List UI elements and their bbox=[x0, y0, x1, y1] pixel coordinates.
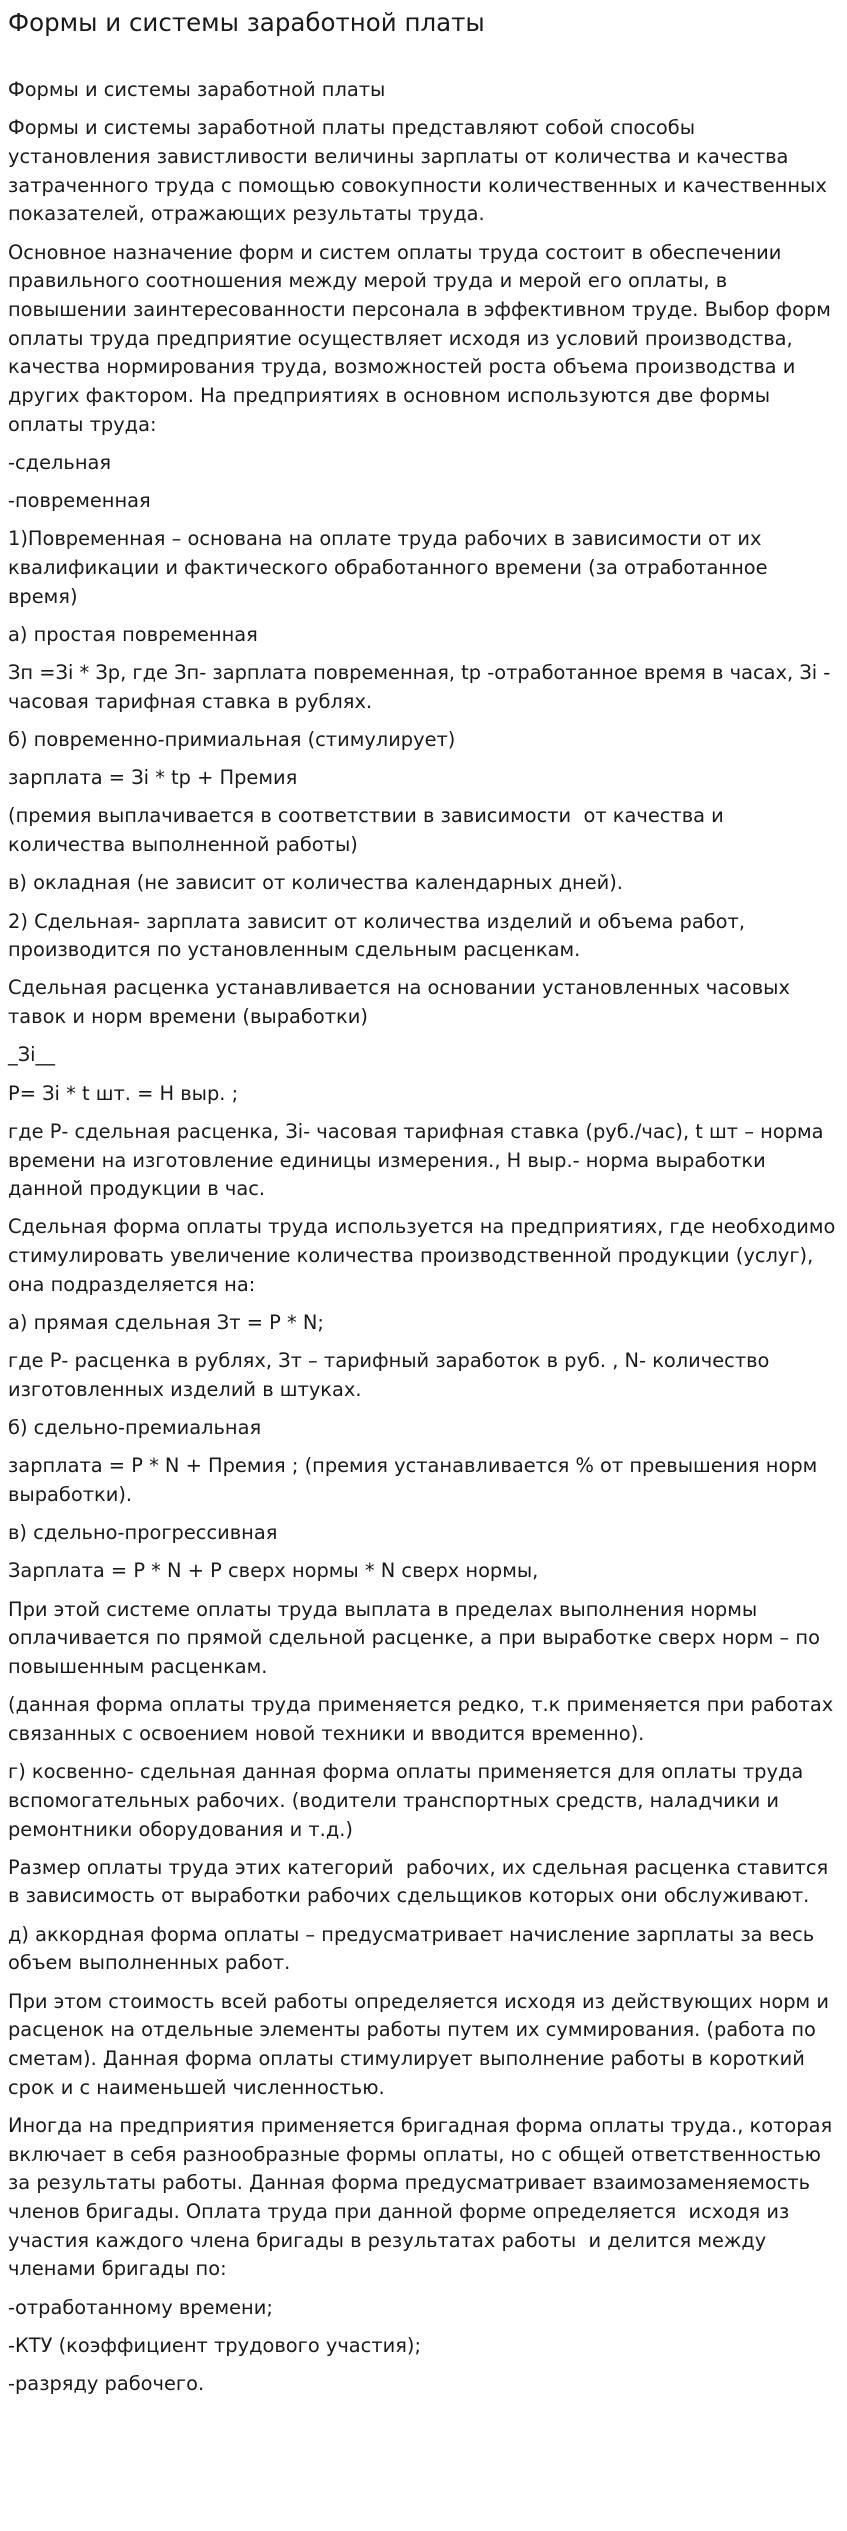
paragraph: 1)Повременная – основана на оплате труда рабочих в зависимости от их квалификации и фактического обработанного времени (за отработанное время) bbox=[8, 527, 774, 608]
paragraph: где Р- сдельная расценка, Зi- часовая тарифная ставка (руб./час), t шт – норма времени на изготовление единицы измерения., Н выр.- норма выработки данной продукции в час. bbox=[8, 1119, 830, 1201]
paragraph: Сдельная форма оплаты труда используется на предприятиях, где необходимо стимулировать увеличение количества производственной продукции (услуг), она подразделяется на: bbox=[8, 1215, 842, 1296]
paragraph: -повременная bbox=[8, 489, 151, 513]
paragraph: Р= Зi * t шт. = Н выр. ; bbox=[8, 1081, 239, 1105]
paragraph: б) сдельно-премиальная bbox=[8, 1416, 262, 1440]
article-body bbox=[8, 76, 842, 2399]
paragraph: -отработанному времени; bbox=[8, 2295, 273, 2319]
paragraph: д) аккордная форма оплаты – предусматривает начисление зарплаты за весь объем выполненных работ. bbox=[8, 1922, 821, 1975]
paragraph: Основное назначение форм и систем оплаты труда состоит в обеспечении правильного соотношения между мерой труда и мерой его оплаты, в повышении заинтересованности персонала в эффективном труде. Выбор форм оплаты труда предприятие осуществляет исходя из условий производства, качества нормирования труда, возможностей роста объема производства и других фактором. На предприятиях в основном используются две формы оплаты труда: bbox=[8, 240, 838, 436]
paragraph: зарплата = Зi * tр + Премия bbox=[8, 766, 298, 790]
paragraph: _Зi__ bbox=[8, 1043, 55, 1067]
paragraph: а) прямая сдельная Зт = Р * N; bbox=[8, 1311, 324, 1335]
paragraph: 2) Сдельная- зарплата зависит от количества изделий и объема работ, производится по установленным сдельным расценкам. bbox=[8, 909, 752, 962]
paragraph: -КТУ (коэффициент трудового участия); bbox=[8, 2333, 421, 2357]
paragraph: Сдельная расценка устанавливается на основании установленных часовых тавок и норм времени (выработки) bbox=[8, 976, 797, 1029]
paragraph: Зарплата = Р * N + Р сверх нормы * N сверх нормы, bbox=[8, 1559, 539, 1583]
paragraph: Формы и системы заработной платы представляют собой способы установления завистливости величины зарплаты от количества и качества затраченного труда с помощью совокупности количественных и качественных показателей, отражающих результаты труда. bbox=[8, 116, 833, 226]
paragraph: зарплата = Р * N + Премия ; (премия устанавливается % от превышения норм выработки). bbox=[8, 1454, 824, 1507]
paragraph: При этом стоимость всей работы определяется исходя из действующих норм и расценок на отдельные элементы работы путем их суммирования. (работа по сметам). Данная форма оплаты стимулирует выполнение работы в короткий срок и с наименьшей численностью. bbox=[8, 1989, 836, 2099]
paragraph: в) сдельно-прогрессивная bbox=[8, 1521, 278, 1545]
paragraph: Размер оплаты труда этих категорий рабочих, их сдельная расценка ставится в зависимость от выработки рабочих сдельщиков которых они обслуживают. bbox=[8, 1855, 835, 1908]
section-heading: Формы и системы заработной платы bbox=[8, 78, 386, 101]
paragraph: Иногда на предприятия применяется бригадная форма оплаты труда., которая включает в себя разнообразные формы оплаты, но с общей ответственностью за результаты работы. Данная форма предусматривает взаимозаменяемость членов бригады. Оплата труда при данной форме определяется исходя из участия каждого члена бригады в результатах работы и делится между членами бригады по: bbox=[8, 2113, 839, 2281]
paragraph: б) повременно-примиальная (стимулирует) bbox=[8, 728, 456, 752]
paragraph: При этой системе оплаты труда выплата в пределах выполнения нормы оплачивается по прямой сдельной расценке, а при выработке сверх норм – по повышенным расценкам. bbox=[8, 1597, 827, 1679]
paragraph: -сдельная bbox=[8, 450, 112, 474]
paragraph: (данная форма оплаты труда применяется редко, т.к применяется при работах связанных с освоением новой техники и вводится временно). bbox=[8, 1693, 840, 1745]
paragraph: -разряду рабочего. bbox=[8, 2372, 205, 2396]
paragraph: где Р- расценка в рублях, Зт – тарифный заработок в руб. , N- количество изготовленных изделий в штуках. bbox=[8, 1349, 776, 1401]
page-title: Формы и системы заработной платы bbox=[8, 8, 485, 37]
paragraph: (премия выплачивается в соответствии в зависимости от качества и количества выполненной работы) bbox=[8, 804, 730, 857]
paragraph: г) косвенно- сдельная данная форма оплаты применяется для оплаты труда вспомогательных рабочих. (водители транспортных средств, наладчики и ремонтники оборудования и т.д.) bbox=[8, 1760, 810, 1841]
paragraph: Зп =Зi * Зр, где Зп- зарплата повременная, tр -отработанное время в часах, Зi - часовая тарифная ставка в рублях. bbox=[8, 661, 837, 713]
paragraph: а) простая повременная bbox=[8, 622, 258, 646]
paragraph: в) окладная (не зависит от количества календарных дней). bbox=[8, 871, 623, 895]
